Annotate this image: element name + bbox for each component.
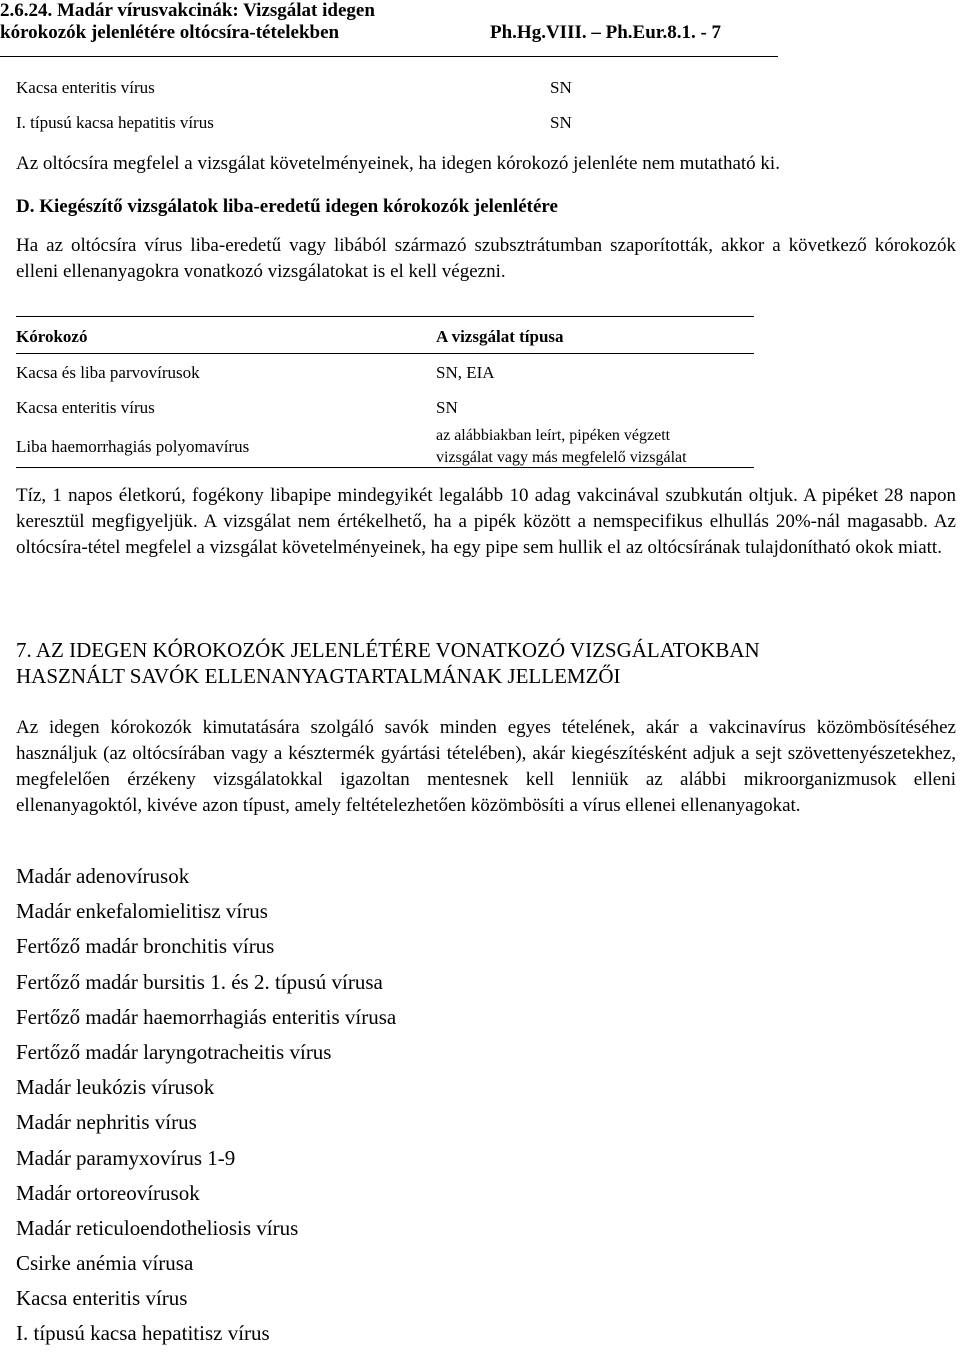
header-reference: Ph.Hg.VIII. – Ph.Eur.8.1. - 7: [490, 22, 722, 43]
top-row-value: SN: [550, 78, 572, 97]
list-item: Madár nephritis vírus: [16, 1110, 197, 1135]
table-top-rule: [16, 316, 754, 317]
section-7-paragraph: Az idegen kórokozók kimutatására szolgáló savók minden egyes tételének, akár a vakcinavírus közömbösítéséhez használjuk (az oltócsírában vagy a késztermék gyártási tételében), akár kiegészítésként adjuk a sejt szövettenyészetekhez, megfelelően érzékeny vizsgálatokkal igazoltan mentesnek kell lenniük az alábbi mikroorganizmusok elleni ellenanyagoktól, kivéve azon típust, amely feltételezhetően közömbösíti a vírus ellenei ellenanyagokat.: [16, 717, 956, 816]
list-item: Fertőző madár laryngotracheitis vírus: [16, 1039, 332, 1064]
header-line-1: 2.6.24. Madár vírusvakcinák: Vizsgálat idegen: [0, 0, 375, 21]
list-item: Madár paramyxovírus 1-9: [16, 1145, 236, 1170]
list-item: Kacsa enteritis vírus: [16, 1286, 188, 1311]
top-row-name: Kacsa enteritis vírus: [16, 78, 155, 97]
list-item: Madár reticuloendotheliosis vírus: [16, 1215, 299, 1240]
table-cell-test: az alábbiakban leírt, pipéken végzett: [436, 427, 671, 444]
goose-test-paragraph: Tíz, 1 napos életkorú, fogékony libapipe mindegyikét legalább 10 adag vakcinával szubkután oltjuk. A pipéket 28 napon keresztül megfigyeljük. A vizsgálat nem értékelhető, ha a pipék között a nemspecifikus elhullás 20%-nál magasabb. Az oltócsíra-tétel megfelel a vizsgálat követelményeinek, ha egy pipe sem hullik el az oltócsírának tulajdonítható okok miatt.: [16, 485, 956, 558]
table-bottom-rule: [16, 467, 754, 468]
header-rule: [0, 56, 778, 57]
list-item: Fertőző madár bursitis 1. és 2. típusú vírusa: [16, 969, 383, 994]
table-cell-test: SN, EIA: [436, 363, 495, 382]
organism-list: [16, 862, 396, 1355]
table-cell-test: SN: [436, 398, 458, 417]
table-cell-pathogen: Kacsa enteritis vírus: [16, 398, 155, 417]
top-row-name: I. típusú kacsa hepatitis vírus: [16, 113, 214, 132]
table-cell-pathogen: Kacsa és liba parvovírusok: [16, 363, 200, 382]
top-row-value: SN: [550, 113, 572, 132]
table-cell-pathogen: Liba haemorrhagiás polyomavírus: [16, 437, 250, 456]
conclusion-text: Az oltócsíra megfelel a vizsgálat követelményeinek, ha idegen kórokozó jelenléte nem mutatható ki.: [16, 153, 780, 174]
table-header-test-type: A vizsgálat típusa: [436, 327, 564, 346]
list-item: Fertőző madár haemorrhagiás enteritis vírusa: [16, 1004, 397, 1029]
section-7-title-line-2: HASZNÁLT SAVÓK ELLENANYAGTARTALMÁNAK JELLEMZŐI: [16, 664, 621, 688]
list-item: Csirke anémia vírusa: [16, 1251, 194, 1276]
list-item: Madár enkefalomielitisz vírus: [16, 899, 268, 924]
section-d-heading: D. Kiegészítő vizsgálatok liba-eredetű idegen kórokozók jelenlétére: [16, 196, 558, 217]
table-header-rule: [16, 353, 754, 354]
section-7-title-line-1: 7. AZ IDEGEN KÓROKOZÓK JELENLÉTÉRE VONATKOZÓ VIZSGÁLATOKBAN: [16, 638, 760, 662]
list-item: Madár ortoreovírusok: [16, 1180, 200, 1205]
table-cell-test: vizsgálat vagy más megfelelő vizsgálat: [436, 449, 687, 466]
list-item: Madár leukózis vírusok: [16, 1075, 215, 1100]
table-header-pathogen: Kórokozó: [16, 327, 88, 346]
list-item: I. típusú kacsa hepatitisz vírus: [16, 1321, 270, 1346]
section-d-intro: Ha az oltócsíra vírus liba-eredetű vagy libából származó szubsztrátumban szaporították, akkor a következő kórokozók elleni ellenanyagokra vonatkozó vizsgálatokat is el kell végezni.: [16, 235, 956, 282]
header-line-2: kórokozók jelenlétére oltócsíra-tételekben: [0, 22, 340, 43]
list-item: Fertőző madár bronchitis vírus: [16, 934, 275, 959]
list-item: Madár adenovírusok: [16, 864, 190, 888]
